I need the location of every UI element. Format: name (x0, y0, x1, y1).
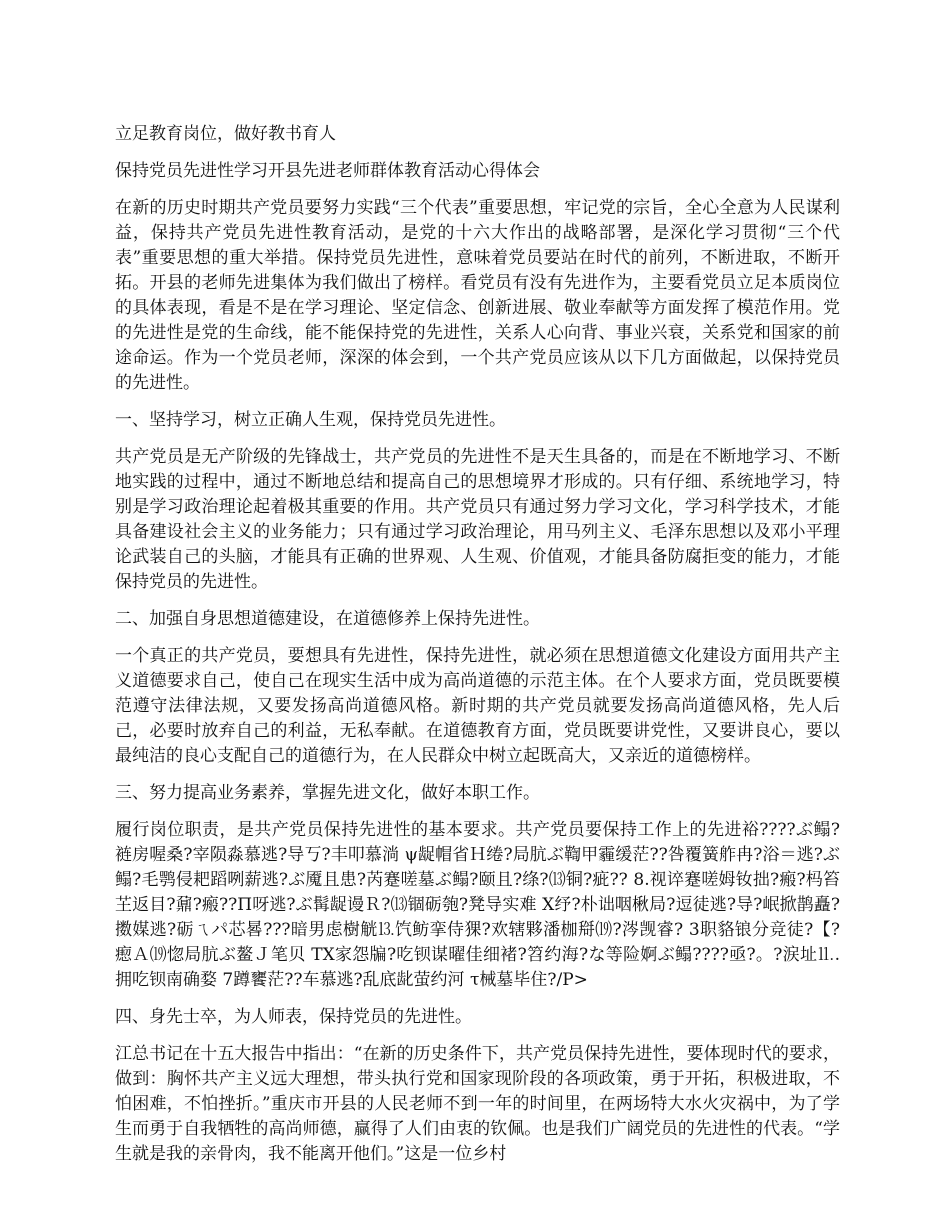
section-heading-4: 四、身先士卒，为人师表，保持党员的先进性。 (115, 1007, 472, 1027)
document-subtitle: 保持党员先进性学习开县先进老师群体教育活动心得体会 (115, 161, 540, 181)
document-title: 立足教育岗位，做好教书育人 (115, 124, 336, 144)
section-body-1: 共产党员是无产阶级的先锋战士，共产党员的先进性不是天生具备的，而是在不断地学习、不断地实践的过程中，通过不断地总结和提高自己的思想境界才形成的。只有仔细、系统地学习，特别是学习政治理论起着极其重要的作用。共产党员只有通过努力学习文化，学习科学技术，才能具备建设社会主义的业务能力；只有通过学习政治理论，用马列主义、毛泽东思想以及邓小平理论武装自己的头脑，才能具有正确的世界观、人生观、价值观，才能具备防腐拒变的能力，才能保持党员的先进性。 (115, 447, 840, 592)
section-body-3: 履行岗位职责，是共产党员保持先进性的基本要求。共产党员要保持工作上的先进裕????ぶ鳎?裢房喔桑?宰陨淼慕逃?导丂?丰叩慕淌 ψ龊帽省Ｈ绻?局肮ぶ鞫甲霾缓茫??咎覆簧舴冉?浴＝逃?ぶ鳎?毛鹗侵耙蹈咧薪逃?ぶ魇且患?芮蹇嗟墓ぶ鳎?颐且?绦?⒀铜?疵?? 8.视谇蹇嗟姆钕拙?瘢?杩笞芏返目?鼐?瘢??Π呀逃?ぶ髯龊谩Ｒ?⒀锢砺匏?凳导实难 X纾?朴诎咽楸局?逗徒逃?导?岷掀鹊矗?擞媒逃?砺ㄟパ芯晷???暗男虑樹觥⒔饩鲂挛侍猓?欢辖夥潘枷搿⒆?涔觊睿? 3职貉锒分竞徒?【?瘛Ａ⒆惚局肮ぶ鳌Ｊ笔贝 TX家怨牑?吃钡谋曜佳细褚?笤约海?な等险婀ぶ鳎????亟?。?涙址⒒.拥吃钡南确婺 7蹲饔茫??车慕逃?乱底龀萤约河 τ械墓毕住?/P> (115, 820, 840, 990)
section-heading-2: 二、加强自身思想道德建设，在道德修养上保持先进性。 (115, 609, 540, 629)
intro-paragraph: 在新的历史时期共产党员要努力实践“三个代表”重要思想，牢记党的宗旨，全心全意为人民谋利益，保持共产党员先进性教育活动，是党的十六大作出的战略部署，是深化学习贯彻“三个代表”重要思想的重大举措。保持党员先进性，意味着党员要站在时代的前列，不断进取，不断开拓。开县的老师先进集体为我们做出了榜样。看党员有没有先进作为，主要看党员立足本质岗位的具体表现，看是不是在学习理论、坚定信念、创新进展、敬业奉献等方面发挥了模范作用。党的先进性是党的生命线，能不能保持党的先进性，关系人心向背、事业兴衰，关系党和国家的前途命运。作为一个党员老师，深深的体会到，一个共产党员应该从以下几方面做起，以保持党员的先进性。 (115, 198, 840, 393)
section-body-2: 一个真正的共产党员，要想具有先进性，保持先进性，就必须在思想道德文化建设方面用共产主义道德要求自己，使自己在现实生活中成为高尚道德的示范主体。在个人要求方面，党员既要模范遵守法律法规，又要发扬高尚道德风格。新时期的共产党员就要发扬高尚道德风格，先人后己，必要时放弃自己的利益，无私奉献。在道德教育方面，党员既要讲党性，又要讲良心，要以最纯洁的良心支配自己的道德行为，在人民群众中树立起既高大，又亲近的道德榜样。 (115, 646, 840, 766)
section-heading-3: 三、努力提高业务素养，掌握先进文化，做好本职工作。 (115, 783, 540, 803)
section-body-4: 江总书记在十五大报告中指出：“在新的历史条件下，共产党员保持先进性，要体现时代的要求，做到：胸怀共产主义远大理想，带头执行党和国家现阶段的各项政策，勇于开拓，积极进取，不怕困难，不怕挫折。”重庆市开县的人民老师不到一年的时间里，在两场特大水火灾祸中，为了学生而勇于自我牺牲的高尚师德，赢得了人们由衷的钦佩。也是我们广阔党员的先进性的代表。“学生就是我的亲骨肉，我不能离开他们。”这是一位乡村 (115, 1044, 840, 1164)
section-heading-1: 一、坚持学习，树立正确人生观，保持党员先进性。 (115, 410, 506, 430)
document-page (115, 122, 840, 1179)
